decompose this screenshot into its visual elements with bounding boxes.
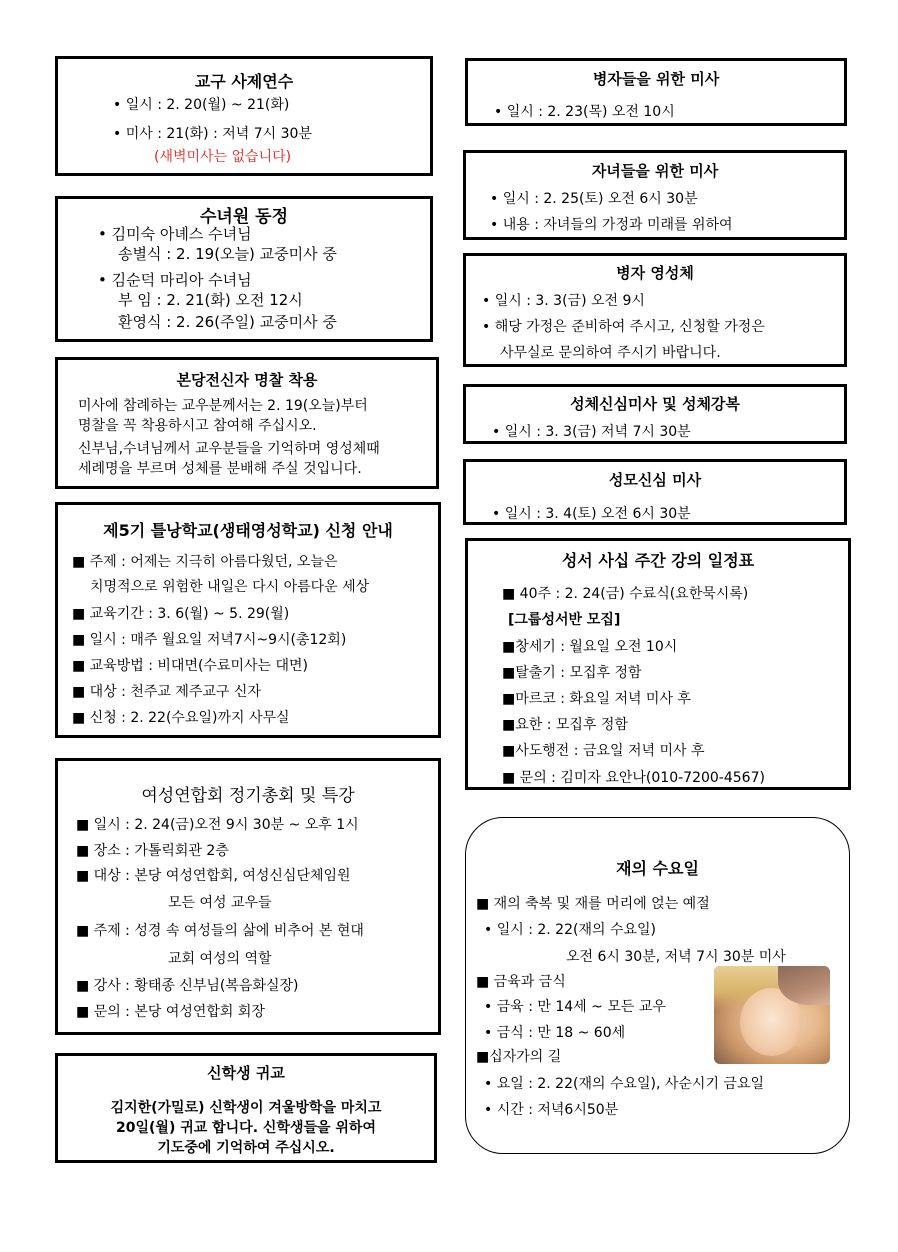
women-assembly-line-7: ■ 강사 : 황태종 신부님(복음화실장): [76, 978, 299, 994]
bible-study-line-6: ■요한 : 모집후 정함: [502, 717, 628, 733]
sick-communion-box: [463, 253, 847, 367]
bible-study-line-2: [그룹성서반 모집]: [508, 612, 621, 628]
children-mass-title: 자녀들을 위한 미사: [591, 162, 719, 180]
women-assembly-line-3: ■ 대상 : 본당 여성연합회, 여성신심단체임원: [76, 868, 351, 884]
ecology-school-title: 제5기 틀낭학교(생태영성학교) 신청 안내: [103, 521, 393, 540]
women-assembly-line-8: ■ 문의 : 본당 여성연합회 회장: [76, 1004, 265, 1020]
eucharist-devotion-box: [463, 384, 847, 444]
bible-study-line-8: ■ 문의 : 김미자 요안나(010-7200-4567): [502, 770, 765, 786]
bible-study-box: [465, 538, 851, 790]
women-assembly-line-6: 교회 여성의 역할: [168, 951, 272, 967]
ecology-school-line-4: ■ 일시 : 매주 월요일 저녁7시~9시(총12회): [72, 632, 347, 648]
sick-mass-box: [465, 58, 847, 126]
ash-wednesday-line-2: • 일시 : 2. 22(재의 수요일): [484, 922, 656, 938]
sisters-line-5: 환영식 : 2. 26(주일) 교중미사 중: [118, 313, 337, 331]
ash-wednesday-line-8: • 요일 : 2. 22(재의 수요일), 사순시기 금요일: [484, 1076, 765, 1092]
bible-study-title: 성서 사십 주간 강의 일정표: [561, 551, 755, 570]
seminarian-title: 신학생 귀교: [207, 1064, 285, 1082]
bible-study-line-3: ■창세기 : 월요일 오전 10시: [502, 639, 678, 655]
sisters-line-3: • 김순덕 마리아 수녀님: [98, 271, 252, 289]
clergy-retreat-note: (새벽미사는 없습니다): [154, 149, 292, 165]
sisters-line-4: 부 임 : 2. 21(화) 오전 12시: [118, 291, 303, 309]
name-badge-line-3: 신부님,수녀님께서 교우분들을 기억하며 영성체때: [78, 441, 380, 457]
sisters-title: 수녀원 동정: [199, 207, 289, 227]
ash-wednesday-line-9: • 시간 : 저녁6시50분: [484, 1102, 619, 1118]
ash-wednesday-title: 재의 수요일: [616, 859, 699, 878]
clergy-retreat-title: 교구 사제연수: [194, 72, 294, 91]
ecology-school-line-7: ■ 신청 : 2. 22(수요일)까지 사무실: [72, 710, 290, 726]
eucharist-devotion-title: 성체신심미사 및 성체강복: [570, 395, 740, 413]
children-mass-line-2: • 내용 : 자녀들의 가정과 미래를 위하여: [490, 217, 733, 233]
bible-study-line-7: ■사도행전 : 금요일 저녁 미사 후: [502, 743, 705, 759]
ash-wednesday-line-6: • 금식 : 만 18 ~ 60세: [484, 1025, 626, 1041]
sick-communion-line-3: 사무실로 문의하여 주시기 바랍니다.: [500, 345, 721, 361]
ash-wednesday-line-7: ■십자가의 길: [476, 1049, 562, 1065]
ash-wednesday-line-1: ■ 재의 축복 및 재를 머리에 얹는 예절: [476, 896, 710, 912]
seminarian-line-2: 20일(월) 귀교 합니다. 신학생들을 위하여: [116, 1120, 376, 1136]
ash-wednesday-line-4: ■ 금육과 금식: [476, 974, 566, 990]
ecology-school-line-6: ■ 대상 : 천주교 제주교구 신자: [72, 684, 261, 700]
ash-blessing-photo: [714, 966, 830, 1064]
women-assembly-box: [55, 758, 441, 1035]
sick-communion-line-1: • 일시 : 3. 3(금) 오전 9시: [482, 293, 645, 309]
sisters-line-2: 송별식 : 2. 19(오늘) 교중미사 중: [118, 245, 337, 263]
ecology-school-box: [55, 502, 441, 738]
ecology-school-line-1: ■ 주제 : 어제는 지극히 아름다웠던, 오늘은: [72, 554, 338, 570]
ash-wednesday-box: [465, 817, 850, 1154]
women-assembly-line-4: 모든 여성 교우들: [168, 895, 272, 911]
sick-mass-line-1: • 일시 : 2. 23(목) 오전 10시: [494, 104, 675, 120]
name-badge-box: [55, 357, 439, 489]
marian-mass-title: 성모신심 미사: [608, 471, 702, 489]
name-badge-title: 본당전신자 명찰 착용: [176, 371, 318, 389]
eucharist-devotion-line-1: • 일시 : 3. 3(금) 저녁 7시 30분: [492, 424, 691, 440]
clergy-retreat-date: • 일시 : 2. 20(월) ~ 21(화): [113, 97, 290, 113]
clergy-retreat-mass: • 미사 : 21(화) : 저녁 7시 30분: [113, 126, 312, 142]
bible-study-line-1: ■ 40주 : 2. 24(금) 수료식(요한묵시록): [502, 586, 749, 602]
children-mass-line-1: • 일시 : 2. 25(토) 오전 6시 30분: [490, 191, 698, 207]
women-assembly-line-1: ■ 일시 : 2. 24(금)오전 9시 30분 ~ 오후 1시: [76, 817, 359, 833]
women-assembly-line-5: ■ 주제 : 성경 속 여성들의 삶에 비추어 본 현대: [76, 923, 364, 939]
ecology-school-line-3: ■ 교육기간 : 3. 6(월) ~ 5. 29(월): [72, 606, 290, 622]
ash-wednesday-line-5: • 금육 : 만 14세 ~ 모든 교우: [484, 999, 666, 1015]
sick-mass-title: 병자들을 위한 미사: [592, 70, 720, 88]
women-assembly-title: 여성연합회 정기총회 및 특강: [141, 786, 355, 806]
clergy-retreat-box: [55, 56, 433, 176]
ash-wednesday-line-3: 오전 6시 30분, 저녁 7시 30분 미사: [566, 949, 786, 965]
sisters-box: [55, 196, 433, 342]
marian-mass-line-1: • 일시 : 3. 4(토) 오전 6시 30분: [492, 506, 691, 522]
children-mass-box: [463, 150, 847, 240]
marian-mass-box: [463, 459, 847, 525]
ecology-school-line-2: 치명적으로 위험한 내일은 다시 아름다운 세상: [90, 579, 370, 595]
ecology-school-line-5: ■ 교육방법 : 비대면(수료미사는 대면): [72, 658, 309, 674]
seminarian-box: [55, 1053, 437, 1163]
name-badge-line-4: 세례명을 부르며 성체를 분배해 주실 것입니다.: [78, 461, 362, 477]
name-badge-line-1: 미사에 참례하는 교우분께서는 2. 19(오늘)부터: [78, 398, 368, 414]
sick-communion-line-2: • 해당 가정은 준비하여 주시고, 신청할 가정은: [482, 319, 765, 335]
seminarian-line-3: 기도중에 기억하여 주십시오.: [157, 1140, 335, 1156]
seminarian-line-1: 김지한(가밀로) 신학생이 겨울방학을 마치고: [110, 1100, 382, 1116]
sick-communion-title: 병자 영성체: [616, 264, 694, 282]
bible-study-line-4: ■탈출기 : 모집후 정함: [502, 665, 642, 681]
sisters-line-1: • 김미숙 아녜스 수녀님: [98, 225, 252, 243]
name-badge-line-2: 명찰을 꼭 착용하시고 참여해 주십시오.: [78, 418, 317, 434]
women-assembly-line-2: ■ 장소 : 가톨릭회관 2층: [76, 843, 229, 859]
bible-study-line-5: ■마르코 : 화요일 저녁 미사 후: [502, 691, 691, 707]
